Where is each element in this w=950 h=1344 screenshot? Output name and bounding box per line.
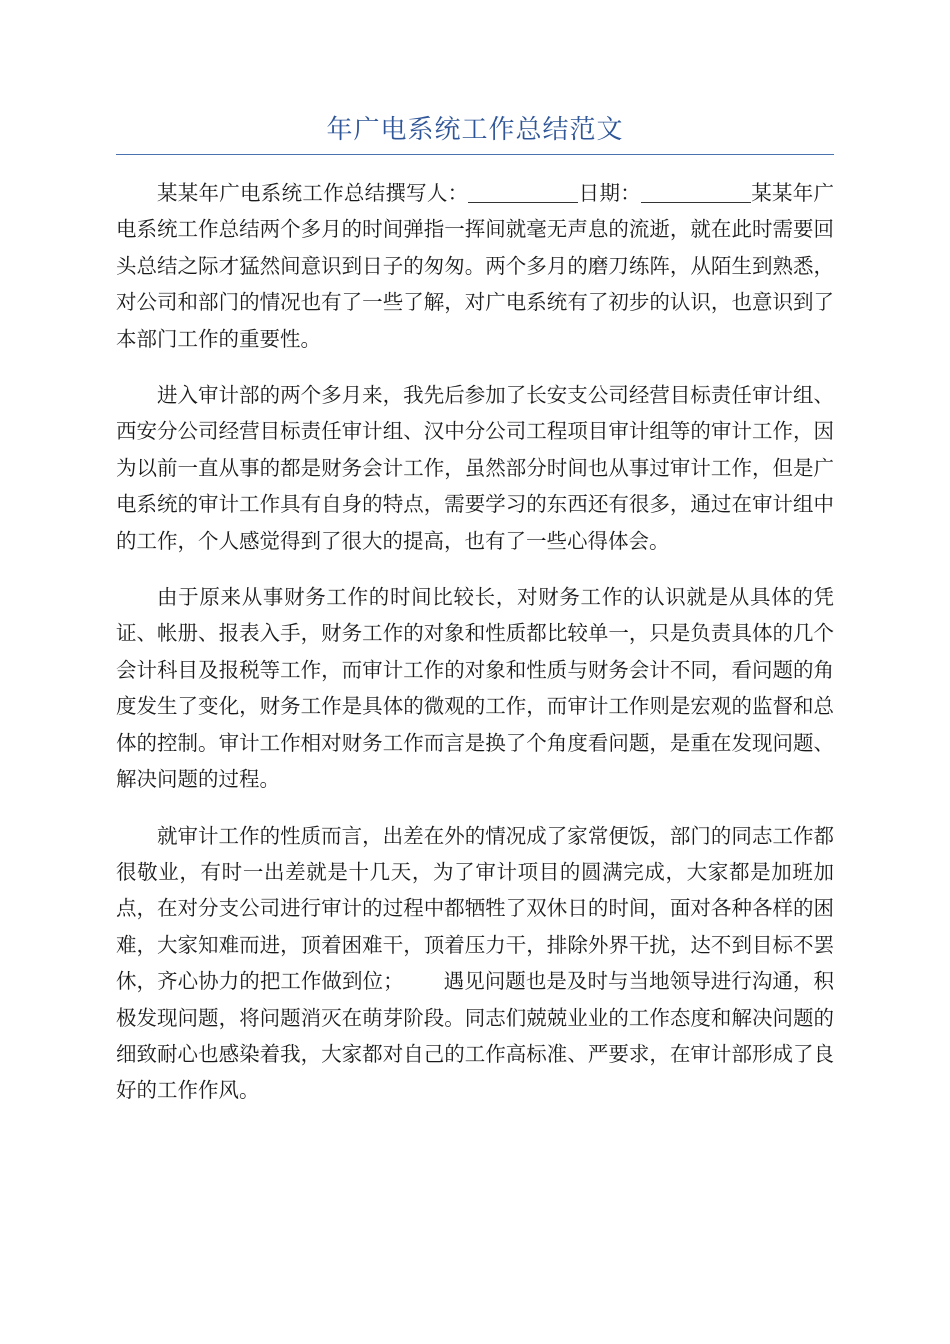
author-blank bbox=[468, 182, 578, 203]
paragraph-intro bbox=[116, 175, 834, 357]
date-blank bbox=[641, 182, 751, 203]
paragraph-3: 由于原来从事财务工作的时间比较长，对财务工作的认识就是从具体的凭证、帐册、报表入手，财务工作的对象和性质都比较单一，只是负责具体的几个会计科目及报税等工作，而审计工作的对象和性质与财务会计不同，看问题的角度发生了变化，财务工作是具体的微观的工作，而审计工作则是宏观的监督和总体的控制。审计工作相对财务工作而言是换了个角度看问题，是重在发现问题、解决问题的过程。 bbox=[116, 585, 834, 792]
intro-text: 某某年广电系统工作总结两个多月的时间弹指一挥间就毫无声息的流逝，就在此时需要回头总结之际才猛然间意识到日子的匆匆。两个多月的磨刀练阵，从陌生到熟悉，对公司和部门的情况也有了一些了解，对广电系统有了初步的认识，也意识到了本部门工作的重要性。 bbox=[116, 181, 835, 351]
document-body bbox=[116, 175, 834, 1129]
paragraph-4-part1: 就审计工作的性质而言，出差在外的情况成了家常便饭，部门的同志工作都很敬业，有时一出差就是十几天，为了审计项目的圆满完成，大家都是加班加点，在对分支公司进行审计的过程中都牺牲了双休日的时间，面对各种各样的困难，大家知难而进，顶着困难干，顶着压力干，排除外界干扰，达不到目标不罢休，齐心协力的把工作做到位； bbox=[116, 823, 834, 994]
paragraph-4-part2: 遇见问题也是及时与当地领导进行沟通，积极发现问题，将问题消灭在萌芽阶段。同志们兢兢业业的工作态度和解决问题的细致耐心也感染着我，大家都对自己的工作高标准、严要求，在审计部形成了良好的工作作风。 bbox=[116, 969, 834, 1103]
paragraph-2: 进入审计部的两个多月来，我先后参加了长安支公司经营目标责任审计组、西安分公司经营目标责任审计组、汉中分公司工程项目审计组等的审计工作，因为以前一直从事的都是财务会计工作，虽然部分时间也从事过审计工作，但是广电系统的审计工作具有自身的特点，需要学习的东西还有很多，通过在审计组中的工作，个人感觉得到了很大的提高，也有了一些心得体会。 bbox=[116, 383, 834, 553]
paragraph-4 bbox=[116, 818, 834, 1109]
date-label: 日期： bbox=[578, 181, 641, 205]
title-underline bbox=[116, 154, 834, 155]
document-title: 年广电系统工作总结范文 bbox=[326, 115, 624, 145]
author-label: 某某年广电系统工作总结撰写人： bbox=[157, 181, 469, 205]
